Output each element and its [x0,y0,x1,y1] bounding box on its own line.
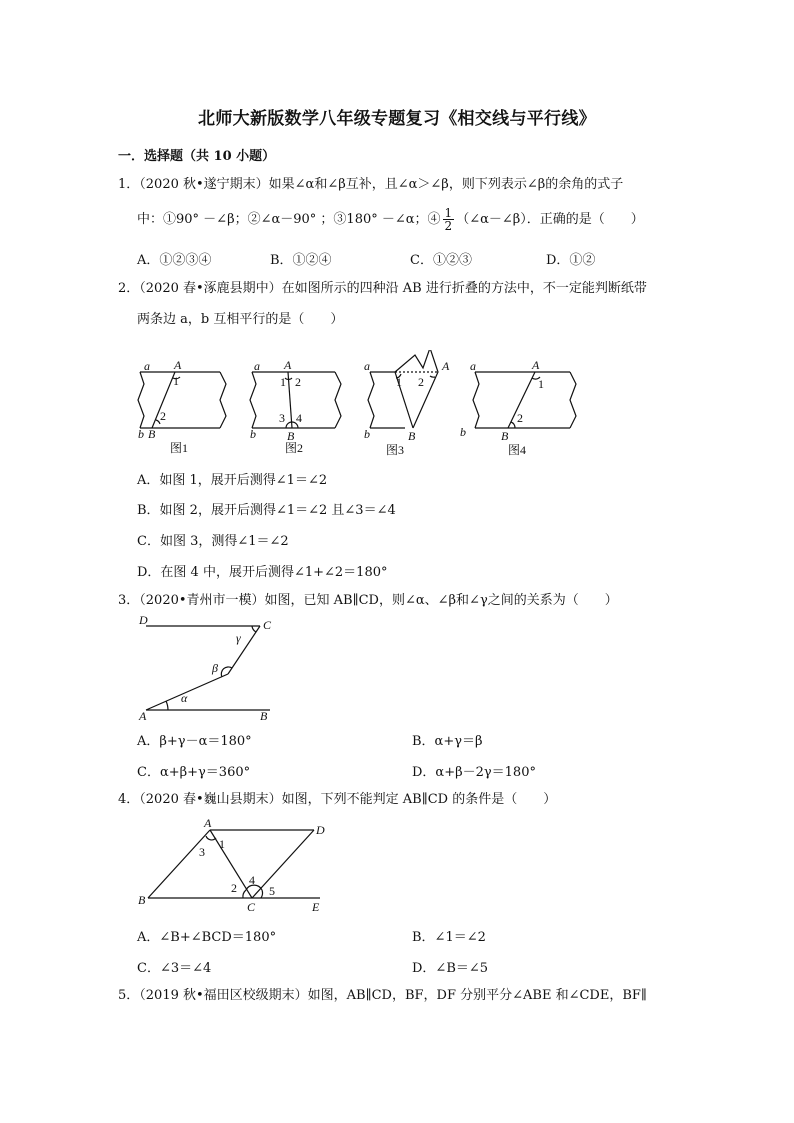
q5-stem-line1: 5．（2019 秋•福田区校级期末）如图，AB∥CD，BF，DF 分别平分∠ABE 和∠CDE，BF∥ [118,988,647,1003]
q2-fig2-label-B: B [287,429,295,443]
q1-option-a[interactable]: A．①②③④ [137,253,212,268]
q4-label-1: 1 [219,837,225,851]
q2-folding-figures [130,350,590,462]
q3-figure [130,612,290,724]
q2-fig2-label-A: A [284,358,292,372]
q2-fig3-caption: 图3 [386,443,405,457]
q2-stem-line2: 两条边 a，b 互相平行的是（ ） [137,312,344,327]
q2-option-c[interactable]: C．如图 3，测得∠1＝∠2 [137,534,289,549]
q2-fig4-label-A: A [532,358,540,372]
q3-label-B: B [260,709,268,723]
q4-figure [132,812,342,918]
q2-fig4-label-1: 1 [538,377,544,391]
q3-option-c[interactable]: C．α+β+γ＝360° [137,765,251,780]
q2-fig1-label-A: A [174,358,182,372]
q1-option-c[interactable]: C．①②③ [410,253,472,268]
q2-option-a[interactable]: A．如图 1，展开后测得∠1＝∠2 [137,473,328,488]
q3-option-a[interactable]: A．β+γ－α＝180° [137,734,252,749]
q4-label-5: 5 [269,884,275,898]
q3-label-C: C [263,618,272,632]
q1-fraction-numerator: 1 [444,206,453,220]
q2-fig3-label-b: b [364,427,370,441]
q3-label-A: A [139,709,147,723]
q1-stem-line2 [137,207,644,232]
q4-label-E: E [312,900,320,914]
q4-option-d[interactable]: D．∠B＝∠5 [412,961,489,976]
q2-fig2-label-b: b [250,427,256,441]
q4-label-D: D [316,823,325,837]
q2-fig1-label-B: B [148,427,156,441]
q2-fig4-label-a: a [470,359,476,373]
q1-stem-line1: 1．（2020 秋•遂宁期末）如果∠α和∠β互补，且∠α＞∠β，则下列表示∠β的余角的式子 [118,177,624,192]
q2-fig1-label-2: 2 [160,409,166,423]
q2-fig4-caption: 图4 [508,443,527,457]
q4-label-3: 3 [199,845,205,859]
q4-stem-line1: 4．（2020 春•巍山县期末）如图，下列不能判定 AB∥CD 的条件是（ ） [118,792,557,807]
q3-option-b[interactable]: B．α+γ＝β [412,734,483,749]
section-heading: 一．选择题（共 10 小题） [118,149,276,164]
q3-label-alpha: α [181,691,188,705]
q2-fig1-caption: 图1 [170,441,189,455]
q4-label-A: A [204,816,212,830]
q1-fraction [443,207,455,232]
q1-option-b[interactable]: B．①②④ [270,253,332,268]
q2-stem-line1: 2．（2020 春•涿鹿县期中）在如图所示的四种沿 AB 进行折叠的方法中，不一定能判断纸带 [118,281,647,296]
q2-fig2-caption: 图2 [285,441,304,455]
q2-fig2-label-3: 3 [279,411,285,425]
q2-fig1-label-b: b [138,427,144,441]
q4-option-b[interactable]: B．∠1＝∠2 [412,930,486,945]
q2-fig2-label-2: 2 [295,375,301,389]
q4-label-4: 4 [249,873,255,887]
q3-label-beta: β [212,661,218,675]
q2-fig1-label-1: 1 [173,374,179,388]
q2-fig2-label-a: a [254,359,260,373]
q4-label-C: C [247,900,256,914]
q2-fig3-label-A: A [442,359,450,373]
q2-fig3-label-a: a [364,359,370,373]
q2-fig4-label-B: B [501,429,509,443]
q2-fig3-label-B: B [408,429,416,443]
q2-fig3-label-2: 2 [418,375,424,389]
q1-stem-line2-post: （∠α－∠β）．正确的是（ ） [456,212,644,227]
q2-fig3-strip [368,350,438,428]
q3-label-D: D [139,613,148,627]
q2-fig2-label-4: 4 [296,411,302,425]
q2-option-d[interactable]: D．在图 4 中，展开后测得∠1+∠2＝180° [137,565,388,580]
q2-fig3-label-1: 1 [396,375,402,389]
q2-fig4-label-b: b [460,425,466,439]
q2-fig1-label-a: a [144,359,150,373]
q3-option-d[interactable]: D．α+β－2γ＝180° [412,765,536,780]
q2-fig4-label-2: 2 [517,411,523,425]
q2-fig4-strip [473,372,576,428]
q3-label-gamma: γ [236,631,241,645]
q4-option-c[interactable]: C．∠3＝∠4 [137,961,212,976]
q4-label-B: B [138,893,146,907]
q2-fig1-strip [138,372,226,428]
q2-option-b[interactable]: B．如图 2，展开后测得∠1＝∠2 且∠3＝∠4 [137,503,396,518]
q3-stem-line1: 3．（2020•青州市一模）如图，已知 AB∥CD，则∠α、∠β和∠γ之间的关系为（ ） [118,593,618,608]
page-title: 北师大新版数学八年级专题复习《相交线与平行线》 [198,109,596,129]
q1-fraction-denominator: 2 [444,219,453,233]
q2-fig2-label-1: 1 [280,375,286,389]
q4-label-2: 2 [231,881,237,895]
q1-option-d[interactable]: D．①② [546,253,596,268]
q4-option-a[interactable]: A．∠B+∠BCD＝180° [137,930,277,945]
q1-stem-line2-pre: 中：①90° －∠β；②∠α－90° ；③180° －∠α；④ [137,212,441,227]
